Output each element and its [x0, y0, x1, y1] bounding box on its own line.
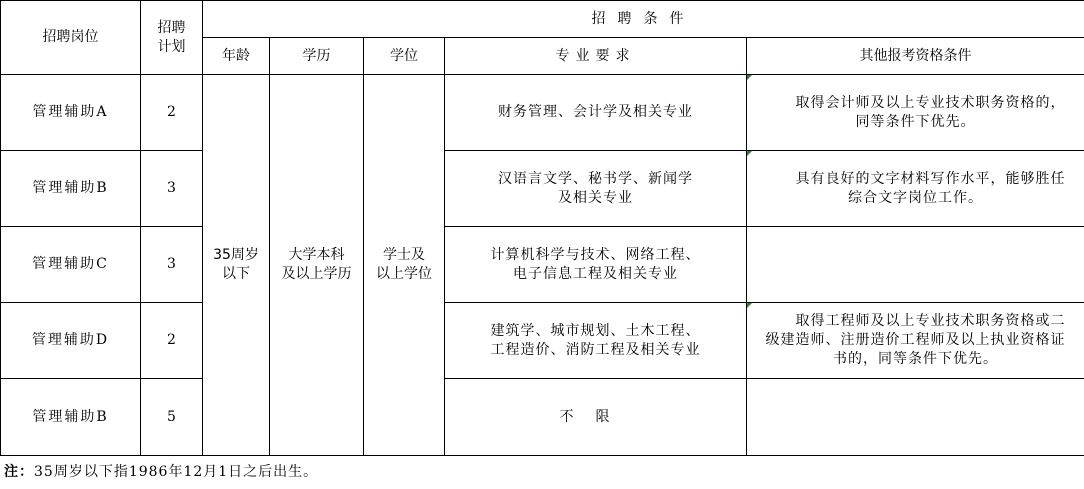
position-cell: 管理辅助B [1, 151, 141, 227]
header-major: 专业要求 [445, 38, 747, 75]
major-cell: 不限 [445, 379, 747, 456]
other-conditions-cell [747, 227, 1084, 303]
footnote [4, 461, 318, 481]
major-line1: 财务管理、会计学及相关专业 [498, 104, 693, 120]
degree-cell [364, 75, 445, 456]
plan-cell: 2 [141, 75, 203, 151]
header-plan-line2: 计划 [157, 38, 186, 55]
header-conditions: 招聘条件 [203, 1, 1084, 38]
table-row [1, 303, 1084, 379]
degree-line2: 以上学位 [376, 266, 432, 282]
other-line2: 综合文字岗位工作。 [848, 189, 984, 206]
header-position: 招聘岗位 [1, 1, 141, 75]
major-line2: 工程造价、消防工程及相关专业 [490, 341, 701, 358]
plan-cell: 3 [141, 151, 203, 227]
plan-cell: 2 [141, 303, 203, 379]
comment-marker-icon [747, 151, 752, 156]
table-row [1, 379, 1084, 456]
major-cell [445, 75, 747, 151]
comment-marker-icon [747, 75, 752, 80]
position-cell: 管理辅助B [1, 379, 141, 456]
age-cell [203, 75, 270, 456]
footnote-label: 注： [4, 464, 34, 480]
position-cell: 管理辅助A [1, 75, 141, 151]
position-cell: 管理辅助C [1, 227, 141, 303]
education-line2: 及以上学历 [281, 266, 352, 282]
other-conditions-cell [747, 303, 1084, 379]
position-cell: 管理辅助D [1, 303, 141, 379]
other-line1: 取得工程师及以上专业技术职务资格或二 [795, 313, 1066, 329]
major-cell [445, 227, 747, 303]
major-line2: 电子信息工程及相关专业 [513, 265, 678, 282]
comment-marker-icon [747, 303, 752, 308]
table-row [1, 151, 1084, 227]
header-plan-line1: 招聘 [157, 19, 186, 36]
major-line1: 计算机科学与技术、网络工程、 [490, 246, 701, 263]
age-line2: 以下 [222, 266, 250, 282]
plan-cell: 3 [141, 227, 203, 303]
header-plan [141, 1, 203, 75]
other-line2: 级建造师、注册造价工程师及以上执业资格证 [765, 332, 1066, 348]
other-line1: 具有良好的文字材料写作水平，能够胜任 [795, 170, 1066, 187]
header-other: 其他报考资格条件 [747, 38, 1084, 75]
header-education: 学历 [270, 38, 364, 75]
other-conditions-cell [747, 75, 1084, 151]
other-conditions-cell [747, 379, 1084, 456]
education-cell [270, 75, 364, 456]
major-line1: 汉语言文学、秘书学、新闻学 [498, 170, 693, 187]
table-row [1, 75, 1084, 151]
education-line1: 大学本科 [288, 247, 345, 263]
other-line3: 书的，同等条件下优先。 [833, 351, 999, 367]
major-line1: 建筑学、城市规划、土木工程、 [490, 322, 701, 339]
major-cell [445, 303, 747, 379]
footnote-text: 35周岁以下指1986年12月1日之后出生。 [34, 464, 319, 480]
degree-line1: 学士及 [383, 247, 425, 263]
major-cell [445, 151, 747, 227]
major-line2: 及相关专业 [558, 189, 633, 206]
other-conditions-cell [747, 151, 1084, 227]
table-row [1, 227, 1084, 303]
plan-cell: 5 [141, 379, 203, 456]
other-line2: 同等条件下优先。 [855, 113, 976, 130]
header-age: 年龄 [203, 38, 270, 75]
age-line1: 35周岁 [213, 247, 259, 263]
header-degree: 学位 [364, 38, 445, 75]
other-line1: 取得会计师及以上专业技术职务资格的， [795, 94, 1066, 111]
